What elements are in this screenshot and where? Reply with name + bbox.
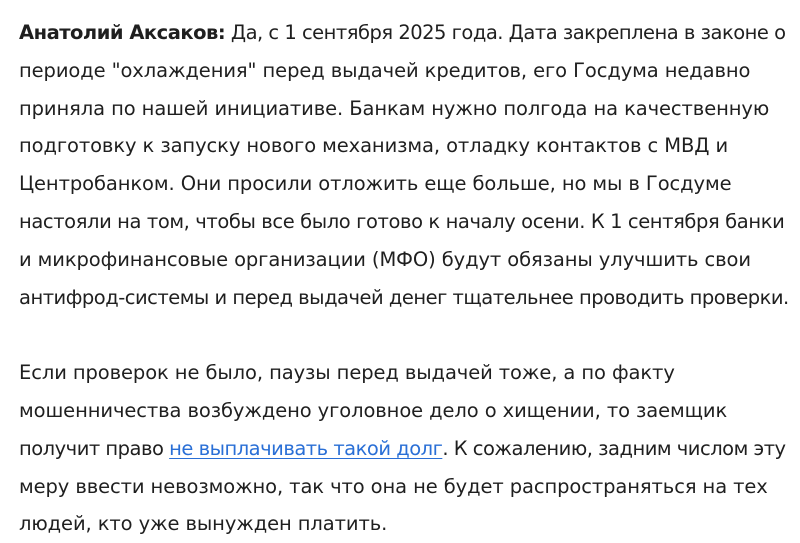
- text-line: [19, 14, 789, 52]
- text-line: настояли на том, чтобы все было готово к началу осени. К 1 сентября банки: [19, 209, 785, 233]
- paragraph-1: [19, 14, 789, 316]
- speaker-name: Анатолий Аксаков:: [19, 21, 226, 44]
- text-line: Центробанком. Они просили отложить еще больше, но мы в Госдуме: [19, 172, 732, 196]
- text-line: меру ввести невозможно, так что она не будет распространяться на тех: [19, 474, 768, 498]
- text-segment: . К сожалению, задним числом эту: [442, 436, 786, 460]
- text-line: мошенничества возбуждено уголовное дело о хищении, то заемщик: [19, 398, 728, 422]
- paragraph-2: [19, 354, 789, 543]
- text-line: периоде "охлаждения" перед выдачей кредитов, его Госдума недавно: [19, 58, 751, 82]
- text-line: приняла по нашей инициативе. Банкам нужно полгода на качественную: [19, 96, 770, 120]
- text-line: подготовку к запуску нового механизма, отладку контактов с МВД и: [19, 134, 729, 158]
- text-line: [19, 430, 789, 468]
- text-segment: получит право: [19, 436, 170, 460]
- text-line: Если проверок не было, паузы перед выдачей тоже, а по факту: [19, 361, 675, 385]
- text-line: и микрофинансовые организации (МФО) будут обязаны улучшить свои: [19, 247, 751, 271]
- text-segment: Да, с 1 сентября 2025 года. Дата закреплена в законе о: [225, 21, 786, 44]
- text-line: людей, кто уже вынужден платить.: [19, 512, 388, 536]
- text-line: антифрод-системы и перед выдачей денег тщательнее проводить проверки.: [19, 285, 789, 309]
- article-body: [19, 14, 789, 543]
- debt-article-link[interactable]: не выплачивать такой долг: [169, 436, 443, 460]
